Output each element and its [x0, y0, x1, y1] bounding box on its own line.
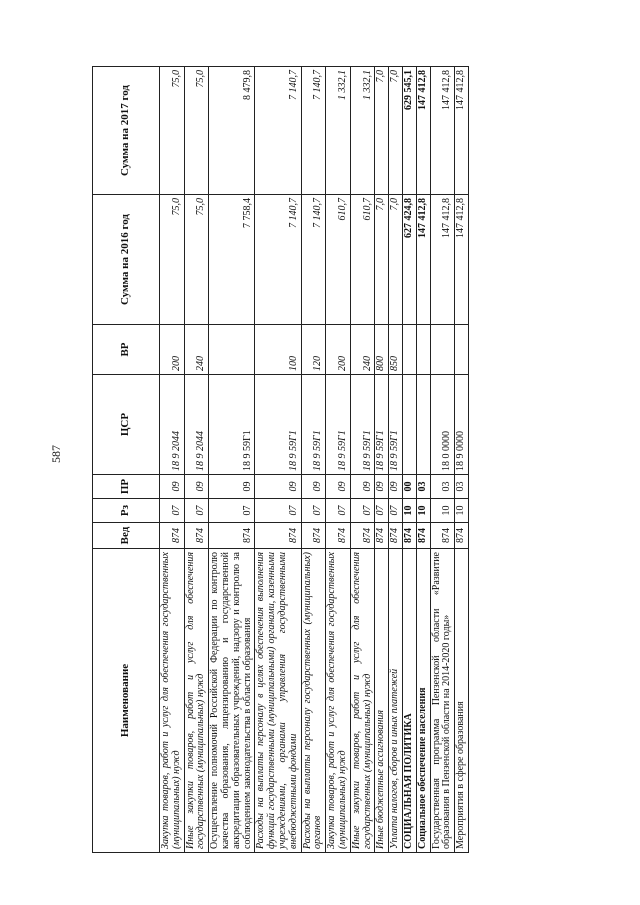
row-csr — [416, 375, 430, 475]
row-csr: 18 9 0000 — [455, 375, 469, 475]
row-pr: 03 — [416, 475, 430, 499]
budget-table-rotated — [92, 67, 469, 853]
row-ved: 874 — [416, 523, 430, 549]
row-csr: 18 9 59Г1 — [375, 375, 389, 475]
table-row — [184, 67, 209, 853]
table-row — [301, 67, 326, 853]
row-sum-2016: 7,0 — [375, 195, 389, 325]
row-name: СОЦИАЛЬНАЯ ПОЛИТИКА — [402, 549, 416, 853]
row-csr: 18 9 59Г1 — [301, 375, 326, 475]
row-ved: 874 — [255, 523, 301, 549]
row-sum-2016: 7,0 — [389, 195, 403, 325]
row-rz: 07 — [160, 499, 185, 523]
row-name: Закупка товаров, работ и услуг для обеспечения государственных (муниципальных) нужд — [160, 549, 185, 853]
row-sum-2016: 75,0 — [160, 195, 185, 325]
row-pr: 09 — [255, 475, 301, 499]
row-ved: 874 — [402, 523, 416, 549]
table-row — [160, 67, 185, 853]
table-row — [430, 67, 455, 853]
row-csr: 18 9 2044 — [160, 375, 185, 475]
row-sum-2017: 7,0 — [375, 67, 389, 195]
row-sum-2017: 7 140,7 — [301, 67, 326, 195]
row-vr: 200 — [160, 325, 185, 375]
row-sum-2017: 7,0 — [389, 67, 403, 195]
page-number: 587 — [48, 445, 63, 463]
header-csr: ЦСР — [93, 375, 160, 475]
row-ved: 874 — [326, 523, 351, 549]
row-sum-2017: 629 545,1 — [402, 67, 416, 195]
row-vr — [430, 325, 455, 375]
table-row — [402, 67, 416, 853]
row-vr: 200 — [326, 325, 351, 375]
row-vr: 800 — [375, 325, 389, 375]
row-sum-2016: 610,7 — [326, 195, 351, 325]
row-vr — [209, 325, 255, 375]
header-rz: Рз — [93, 499, 160, 523]
row-ved: 874 — [301, 523, 326, 549]
table-row — [326, 67, 351, 853]
table-row — [209, 67, 255, 853]
row-pr: 03 — [455, 475, 469, 499]
header-sum-2017: Сумма на 2017 год — [93, 67, 160, 195]
row-sum-2017: 8 479,8 — [209, 67, 255, 195]
row-pr: 03 — [430, 475, 455, 499]
row-sum-2016: 7 140,7 — [301, 195, 326, 325]
row-vr — [416, 325, 430, 375]
table-header-row — [93, 67, 160, 853]
row-vr: 240 — [350, 325, 375, 375]
row-sum-2016: 7 758,4 — [209, 195, 255, 325]
table-row — [389, 67, 403, 853]
table-row — [255, 67, 301, 853]
row-name: Осуществление полномочий Российской Федерации по контролю качества образования, лицензированию и государственной аккредитации образовательных учреждений, надзору и контролю за соблюдением законодательства в области образования — [209, 549, 255, 853]
row-rz: 07 — [184, 499, 209, 523]
row-sum-2016: 627 424,8 — [402, 195, 416, 325]
row-sum-2016: 147 412,8 — [455, 195, 469, 325]
row-sum-2016: 7 140,7 — [255, 195, 301, 325]
row-vr: 850 — [389, 325, 403, 375]
row-rz: 07 — [209, 499, 255, 523]
table-row — [455, 67, 469, 853]
row-name: Расходы на выплаты персоналу государственных (муниципальных) органов — [301, 549, 326, 853]
row-rz: 10 — [402, 499, 416, 523]
row-rz: 07 — [350, 499, 375, 523]
row-sum-2016: 75,0 — [184, 195, 209, 325]
row-name: Иные бюджетные ассигнования — [375, 549, 389, 853]
row-vr: 100 — [255, 325, 301, 375]
row-name: Государственная программа Пензенской области «Развитие образования в Пензенской области на 2014-2020 годы» — [430, 549, 455, 853]
header-sum-2016: Сумма на 2016 год — [93, 195, 160, 325]
row-csr: 18 9 2044 — [184, 375, 209, 475]
row-rz: 10 — [430, 499, 455, 523]
row-name: Уплата налогов, сборов и иных платежей — [389, 549, 403, 853]
row-vr: 120 — [301, 325, 326, 375]
row-rz: 10 — [455, 499, 469, 523]
row-rz: 10 — [416, 499, 430, 523]
table-row — [416, 67, 430, 853]
row-pr: 09 — [160, 475, 185, 499]
table-row — [375, 67, 389, 853]
row-rz: 07 — [255, 499, 301, 523]
row-ved: 874 — [184, 523, 209, 549]
row-sum-2017: 1 332,1 — [326, 67, 351, 195]
row-csr: 18 0 0000 — [430, 375, 455, 475]
row-name: Социальное обеспечение населения — [416, 549, 430, 853]
row-ved: 874 — [455, 523, 469, 549]
row-sum-2017: 1 332,1 — [350, 67, 375, 195]
row-rz: 07 — [389, 499, 403, 523]
row-csr: 18 9 59Г1 — [326, 375, 351, 475]
row-csr — [402, 375, 416, 475]
row-csr: 18 9 59Г1 — [209, 375, 255, 475]
row-sum-2017: 147 412,8 — [430, 67, 455, 195]
header-vr: ВР — [93, 325, 160, 375]
budget-table — [92, 66, 469, 853]
row-name: Закупка товаров, работ и услуг для обеспечения государственных (муниципальных) нужд — [326, 549, 351, 853]
row-name: Иные закупки товаров, работ и услуг для обеспечения государственных (муниципальных) нужд — [350, 549, 375, 853]
row-sum-2017: 147 412,8 — [455, 67, 469, 195]
row-rz: 07 — [375, 499, 389, 523]
row-name: Иные закупки товаров, работ и услуг для обеспечения государственных (муниципальных) нужд — [184, 549, 209, 853]
header-name: Наименование — [93, 549, 160, 853]
row-sum-2016: 147 412,8 — [416, 195, 430, 325]
row-ved: 874 — [389, 523, 403, 549]
row-ved: 874 — [375, 523, 389, 549]
row-pr: 00 — [402, 475, 416, 499]
header-pr: ПР — [93, 475, 160, 499]
header-ved: Вед — [93, 523, 160, 549]
table-row — [350, 67, 375, 853]
row-pr: 09 — [350, 475, 375, 499]
row-sum-2017: 75,0 — [184, 67, 209, 195]
row-sum-2016: 147 412,8 — [430, 195, 455, 325]
row-vr — [402, 325, 416, 375]
row-ved: 874 — [350, 523, 375, 549]
row-csr: 18 9 59Г1 — [255, 375, 301, 475]
row-name: Мероприятия в сфере образования — [455, 549, 469, 853]
row-pr: 09 — [326, 475, 351, 499]
row-vr — [455, 325, 469, 375]
row-pr: 09 — [184, 475, 209, 499]
row-pr: 09 — [301, 475, 326, 499]
row-ved: 874 — [160, 523, 185, 549]
row-ved: 874 — [209, 523, 255, 549]
row-vr: 240 — [184, 325, 209, 375]
row-sum-2017: 147 412,8 — [416, 67, 430, 195]
row-rz: 07 — [326, 499, 351, 523]
row-sum-2017: 7 140,7 — [255, 67, 301, 195]
row-pr: 09 — [375, 475, 389, 499]
row-sum-2016: 610,7 — [350, 195, 375, 325]
row-rz: 07 — [301, 499, 326, 523]
row-pr: 09 — [209, 475, 255, 499]
row-sum-2017: 75,0 — [160, 67, 185, 195]
row-csr: 18 9 59Г1 — [389, 375, 403, 475]
row-pr: 09 — [389, 475, 403, 499]
row-name: Расходы на выплаты персоналу в целях обеспечения выполнения функций государственными (муниципальными) органами, казенными учреждениями, органами управления государственными внебюджетными фондами — [255, 549, 301, 853]
row-ved: 874 — [430, 523, 455, 549]
row-csr: 18 9 59Г1 — [350, 375, 375, 475]
